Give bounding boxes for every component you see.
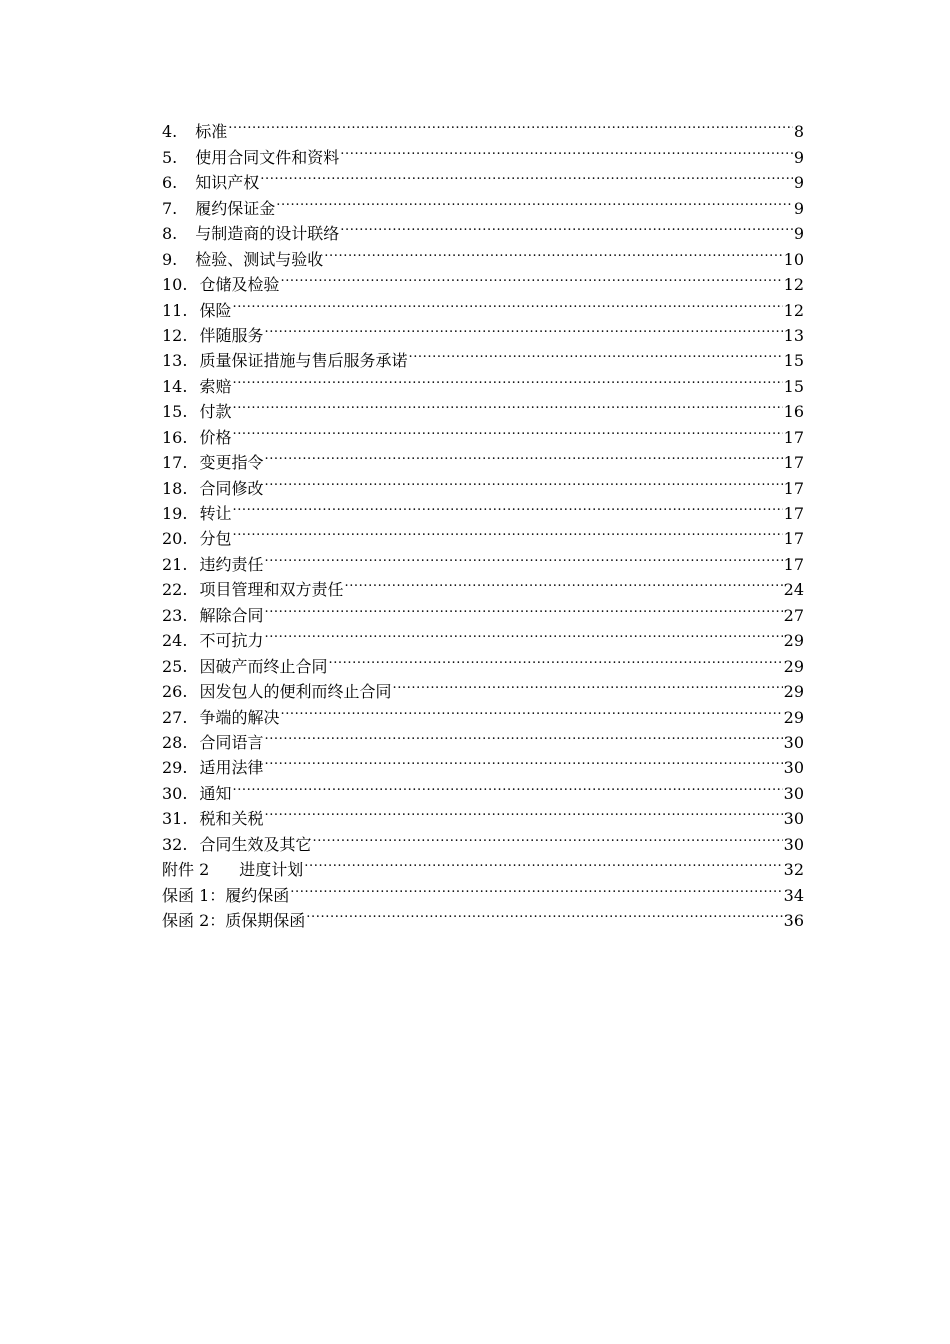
toc-dot-leader xyxy=(312,824,782,849)
toc-entry-page: 9 xyxy=(793,224,804,244)
toc-entry-page: 29 xyxy=(783,707,804,727)
toc-dot-leader xyxy=(324,239,782,264)
toc-dot-leader xyxy=(280,265,782,290)
toc-entry[interactable] xyxy=(162,316,804,345)
toc-entry-page: 29 xyxy=(783,682,804,702)
toc-dot-leader xyxy=(232,417,782,442)
toc-entry-number: 8. xyxy=(162,224,178,244)
toc-entry-number: 21. xyxy=(162,554,188,574)
toc-entry-title: 使用合同文件和资料 xyxy=(195,147,340,167)
toc-dot-leader xyxy=(264,544,782,569)
toc-dot-leader xyxy=(264,621,782,646)
toc-entry-page: 30 xyxy=(783,758,804,778)
toc-dot-leader xyxy=(264,316,782,341)
toc-dot-leader xyxy=(276,188,793,213)
toc-entry-number: 保函 2： xyxy=(162,911,226,930)
toc-entry-title: 违约责任 xyxy=(199,554,264,574)
toc-dot-leader xyxy=(264,799,782,824)
toc-entry-title: 解除合同 xyxy=(199,605,264,625)
toc-entry-title: 合同修改 xyxy=(199,478,264,498)
toc-dot-leader xyxy=(392,672,782,697)
toc-entry-page: 17 xyxy=(783,453,804,473)
toc-entry-page: 30 xyxy=(783,783,804,803)
toc-entry-title: 付款 xyxy=(199,402,232,422)
toc-entry[interactable] xyxy=(162,443,804,473)
table-of-contents xyxy=(162,112,804,930)
toc-entry-page: 9 xyxy=(793,147,804,167)
toc-entry[interactable] xyxy=(162,366,804,396)
toc-entry[interactable] xyxy=(162,417,804,447)
toc-entry-page: 24 xyxy=(783,580,804,600)
toc-entry-number: 6. xyxy=(162,173,178,193)
toc-entry-title: 索赔 xyxy=(199,376,232,396)
toc-dot-leader xyxy=(344,570,782,595)
toc-entry-title: 质量保证措施与售后服务承诺 xyxy=(199,351,408,371)
toc-entry-title: 知识产权 xyxy=(195,173,260,193)
toc-dot-leader xyxy=(232,366,782,391)
toc-entry-number: 18. xyxy=(162,478,188,498)
toc-entry-number: 26. xyxy=(162,682,188,702)
toc-entry-page: 12 xyxy=(783,300,804,320)
toc-entry-page: 17 xyxy=(783,478,804,498)
toc-dot-leader xyxy=(264,723,782,748)
toc-entry-number: 27. xyxy=(162,707,188,727)
toc-dot-leader xyxy=(304,850,782,875)
toc-entry-number: 19. xyxy=(162,504,188,523)
toc-entry-title: 分包 xyxy=(199,529,232,549)
toc-entry-number: 24. xyxy=(162,631,188,651)
toc-entry-title: 合同生效及其它 xyxy=(199,834,312,854)
toc-dot-leader xyxy=(260,163,793,188)
toc-entry[interactable] xyxy=(162,799,804,829)
toc-entry-title: 因发包人的便利而终止合同 xyxy=(199,682,392,702)
toc-entry-title: 通知 xyxy=(199,783,232,803)
toc-entry-number: 7. xyxy=(162,198,178,218)
toc-entry[interactable] xyxy=(162,290,804,320)
toc-entry[interactable] xyxy=(162,544,804,574)
toc-entry-page: 13 xyxy=(783,325,804,345)
toc-entry-page: 29 xyxy=(783,631,804,651)
toc-entry-number: 25. xyxy=(162,656,188,676)
toc-dot-leader xyxy=(232,773,782,798)
toc-dot-leader xyxy=(228,112,793,137)
toc-entry-page: 29 xyxy=(783,656,804,676)
toc-entry-number: 23. xyxy=(162,605,188,625)
toc-entry-number: 13. xyxy=(162,351,188,371)
toc-entry-page: 36 xyxy=(783,911,804,930)
toc-entry-page: 30 xyxy=(783,809,804,829)
toc-entry-number: 20. xyxy=(162,529,188,549)
toc-dot-leader xyxy=(232,494,782,519)
toc-entry-number: 11. xyxy=(162,300,188,320)
toc-entry-title: 标准 xyxy=(195,122,228,142)
toc-entry-page: 12 xyxy=(783,275,804,295)
toc-dot-leader xyxy=(264,595,782,620)
toc-entry-number: 16. xyxy=(162,427,188,447)
toc-entry-number: 28. xyxy=(162,732,188,752)
toc-entry-number: 14. xyxy=(162,376,188,396)
toc-entry-title: 价格 xyxy=(199,427,232,447)
toc-entry-page: 9 xyxy=(793,173,804,193)
toc-entry-number: 保函 1： xyxy=(162,885,226,905)
toc-entry-title: 检验、测试与验收 xyxy=(195,249,324,269)
toc-entry-title: 伴随服务 xyxy=(199,325,264,345)
toc-dot-leader xyxy=(408,341,782,366)
toc-entry[interactable] xyxy=(162,137,804,167)
toc-entry-page: 10 xyxy=(783,249,804,269)
toc-entry-page: 30 xyxy=(783,732,804,752)
toc-entry-page: 27 xyxy=(783,605,804,625)
toc-entry-page: 17 xyxy=(783,504,804,523)
toc-entry-number: 32. xyxy=(162,834,188,854)
toc-entry-number: 29. xyxy=(162,758,188,778)
toc-entry-number: 31. xyxy=(162,809,188,829)
toc-dot-leader xyxy=(306,901,782,926)
toc-entry-page: 17 xyxy=(783,529,804,549)
toc-dot-leader xyxy=(328,646,782,671)
toc-entry-number: 9. xyxy=(162,249,178,269)
toc-entry-number: 5. xyxy=(162,147,178,167)
toc-entry-number: 4. xyxy=(162,122,178,142)
toc-entry-page: 30 xyxy=(783,834,804,854)
toc-entry-number: 30. xyxy=(162,783,188,803)
toc-entry-page: 15 xyxy=(783,376,804,396)
toc-entry-title: 不可抗力 xyxy=(199,631,264,651)
toc-entry[interactable] xyxy=(162,392,804,422)
toc-entry-title: 合同语言 xyxy=(199,732,264,752)
toc-entry-title: 仓储及检验 xyxy=(199,275,280,295)
toc-entry[interactable] xyxy=(162,519,804,549)
toc-entry-page: 34 xyxy=(783,885,804,905)
toc-entry-page: 16 xyxy=(783,402,804,422)
toc-entry-number: 12. xyxy=(162,325,188,345)
toc-entry-page: 15 xyxy=(783,351,804,371)
toc-dot-leader xyxy=(290,875,782,900)
toc-dot-leader xyxy=(264,443,782,468)
toc-entry-number: 22. xyxy=(162,580,188,600)
toc-entry-title: 转让 xyxy=(199,504,232,523)
toc-dot-leader xyxy=(232,392,782,417)
toc-entry-title: 质保期保函 xyxy=(225,911,306,930)
toc-dot-leader xyxy=(232,519,782,544)
toc-entry-title: 进度计划 xyxy=(239,860,304,880)
toc-entry-number: 附件 2 xyxy=(162,860,210,880)
toc-entry-number: 15. xyxy=(162,402,188,422)
toc-entry-title: 适用法律 xyxy=(199,758,264,778)
toc-entry-title: 因破产而终止合同 xyxy=(199,656,328,676)
toc-entry-page: 17 xyxy=(783,427,804,447)
toc-dot-leader xyxy=(340,214,793,239)
toc-entry-title: 与制造商的设计联络 xyxy=(195,224,340,244)
toc-dot-leader xyxy=(232,290,782,315)
toc-dot-leader xyxy=(264,468,782,493)
toc-dot-leader xyxy=(340,137,793,162)
toc-entry-title: 税和关税 xyxy=(199,809,264,829)
toc-entry-number: 10. xyxy=(162,275,188,295)
toc-entry-page: 8 xyxy=(793,122,804,142)
toc-entry-page: 9 xyxy=(793,198,804,218)
toc-dot-leader xyxy=(280,697,782,722)
toc-dot-leader xyxy=(264,748,782,773)
toc-entry-title: 项目管理和双方责任 xyxy=(199,580,344,600)
toc-entry-title: 履约保函 xyxy=(225,885,290,905)
toc-entry[interactable] xyxy=(162,773,804,803)
toc-entry-title: 争端的解决 xyxy=(199,707,280,727)
toc-entry[interactable] xyxy=(162,112,804,142)
toc-entry[interactable] xyxy=(162,494,804,523)
toc-entry-page: 17 xyxy=(783,554,804,574)
toc-entry-title: 保险 xyxy=(199,300,232,320)
toc-entry-number: 17. xyxy=(162,453,188,473)
toc-entry-page: 32 xyxy=(783,860,804,880)
toc-entry-title: 履约保证金 xyxy=(195,198,276,218)
toc-entry-title: 变更指令 xyxy=(199,453,264,473)
